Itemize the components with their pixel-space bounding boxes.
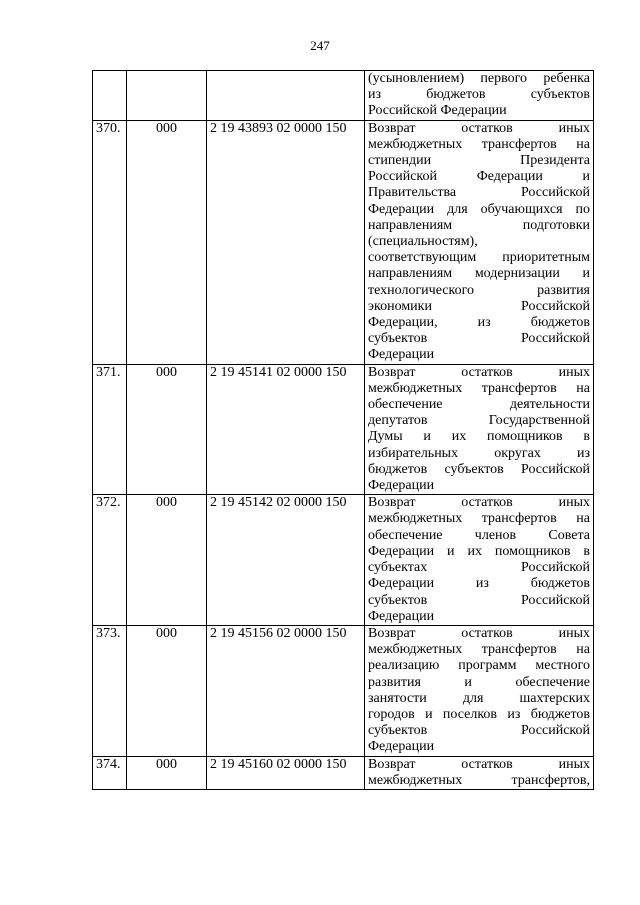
admin-code-cell: 000 bbox=[127, 120, 207, 364]
budget-codes-table bbox=[92, 70, 594, 790]
admin-code-cell: 000 bbox=[127, 495, 207, 626]
description-line: межбюджетных трансфертов на bbox=[368, 511, 590, 527]
description-line: Думы и их помощников в bbox=[368, 429, 590, 445]
budget-code-cell: 2 19 45160 02 0000 150 bbox=[207, 756, 365, 789]
budget-code-cell: 2 19 45156 02 0000 150 bbox=[207, 625, 365, 756]
description-line: межбюджетных трансфертов на bbox=[368, 136, 590, 152]
description-line: экономики Российской bbox=[368, 298, 590, 314]
description-line: Федерации bbox=[368, 739, 435, 755]
admin-code-cell: 000 bbox=[127, 364, 207, 495]
description-line: Федерации bbox=[368, 347, 435, 363]
description-line: городов и поселков из бюджетов bbox=[368, 706, 590, 722]
table-body bbox=[93, 71, 594, 790]
description-line: Российской Федерации bbox=[368, 103, 507, 119]
description-line: из бюджетов субъектов bbox=[368, 87, 590, 103]
description-line: межбюджетных трансфертов на bbox=[368, 642, 590, 658]
table-row bbox=[93, 756, 594, 789]
row-number-cell: 374. bbox=[93, 756, 127, 789]
description-line: (специальностям), bbox=[368, 234, 478, 250]
budget-code-cell: 2 19 45141 02 0000 150 bbox=[207, 364, 365, 495]
description-line: обеспечение деятельности bbox=[368, 397, 590, 413]
description-line: Федерации из бюджетов bbox=[368, 576, 590, 592]
row-number-cell: 373. bbox=[93, 625, 127, 756]
budget-code-cell bbox=[207, 71, 365, 121]
description-line: соответствующим приоритетным bbox=[368, 250, 590, 266]
description-line: субъектов Российской bbox=[368, 331, 590, 347]
description-line: (усыновлением) первого ребенка bbox=[368, 71, 590, 86]
description-line: Возврат остатков иных bbox=[368, 495, 590, 511]
description-line: межбюджетных трансфертов, bbox=[368, 772, 590, 788]
budget-code-cell: 2 19 43893 02 0000 150 bbox=[207, 120, 365, 364]
description-line: Российской Федерации и bbox=[368, 169, 590, 185]
description-line: технологического развития bbox=[368, 282, 590, 298]
description-cell bbox=[365, 495, 594, 626]
description-line: Федерации, из бюджетов bbox=[368, 315, 590, 331]
budget-code-cell: 2 19 45142 02 0000 150 bbox=[207, 495, 365, 626]
row-number-cell: 370. bbox=[93, 120, 127, 364]
description-line: Правительства Российской bbox=[368, 185, 590, 201]
description-cell bbox=[365, 71, 594, 121]
description-line: Федерации bbox=[368, 608, 435, 624]
row-number-cell bbox=[93, 71, 127, 121]
description-line: Возврат остатков иных bbox=[368, 756, 590, 772]
description-line: Возврат остатков иных bbox=[368, 120, 590, 136]
table-row bbox=[93, 120, 594, 364]
description-line: субъектов Российской bbox=[368, 592, 590, 608]
description-line: Возврат остатков иных bbox=[368, 364, 590, 380]
description-line: реализацию программ местного bbox=[368, 658, 590, 674]
description-line: Федерации bbox=[368, 478, 435, 494]
description-line: Федерации для обучающихся по bbox=[368, 201, 590, 217]
description-cell bbox=[365, 364, 594, 495]
table-row bbox=[93, 625, 594, 756]
description-line: субъектов Российской bbox=[368, 723, 590, 739]
description-line: Возврат остатков иных bbox=[368, 625, 590, 641]
description-line: Федерации и их помощников в bbox=[368, 543, 590, 559]
admin-code-cell: 000 bbox=[127, 756, 207, 789]
description-line: развития и обеспечение bbox=[368, 674, 590, 690]
description-line: бюджетов субъектов Российской bbox=[368, 461, 590, 477]
description-line: направлениям подготовки bbox=[368, 217, 590, 233]
description-line: обеспечение членов Совета bbox=[368, 527, 590, 543]
description-line: депутатов Государственной bbox=[368, 413, 590, 429]
admin-code-cell: 000 bbox=[127, 625, 207, 756]
description-cell bbox=[365, 120, 594, 364]
description-line: занятости для шахтерских bbox=[368, 690, 590, 706]
description-cell bbox=[365, 625, 594, 756]
admin-code-cell bbox=[127, 71, 207, 121]
table-row bbox=[93, 364, 594, 495]
description-line: стипендии Президента bbox=[368, 153, 590, 169]
description-cell bbox=[365, 756, 594, 789]
table-row bbox=[93, 71, 594, 121]
description-line: избирательных округах из bbox=[368, 445, 590, 461]
table-row bbox=[93, 495, 594, 626]
row-number-cell: 372. bbox=[93, 495, 127, 626]
description-line: направлениям модернизации и bbox=[368, 266, 590, 282]
row-number-cell: 371. bbox=[93, 364, 127, 495]
description-line: субъектах Российской bbox=[368, 560, 590, 576]
description-line: межбюджетных трансфертов на bbox=[368, 380, 590, 396]
page-number: 247 bbox=[310, 38, 330, 53]
